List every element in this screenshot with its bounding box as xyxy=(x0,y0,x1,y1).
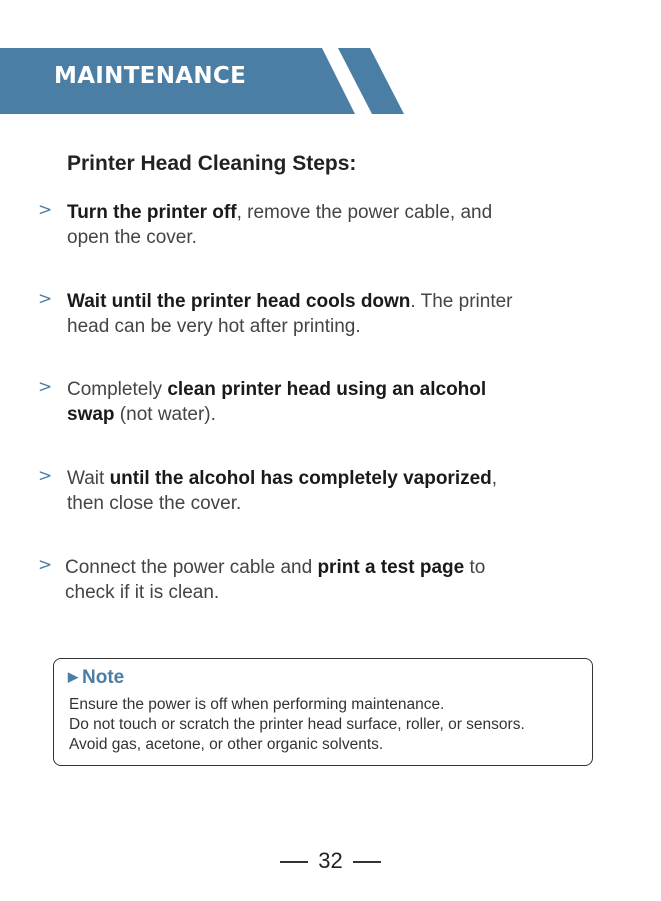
page-footer xyxy=(0,848,661,874)
chevron-right-icon: > xyxy=(38,555,53,575)
note-title: ▶ Note xyxy=(68,667,125,688)
steps-heading: Printer Head Cleaning Steps: xyxy=(67,152,357,175)
divider xyxy=(280,861,308,863)
step-text: Turn the printer off, remove the power cable, and open the cover. xyxy=(67,202,493,248)
step-text: Wait until the printer head cools down. The printer head can be very hot after printing. xyxy=(67,291,513,337)
step-text: Completely clean printer head using an alcohol swap (not water). xyxy=(67,379,487,425)
section-title: MAINTENANCE xyxy=(54,63,247,89)
chevron-right-icon: > xyxy=(38,466,53,486)
page-number: 32 xyxy=(318,848,343,873)
note-box xyxy=(53,658,593,766)
divider xyxy=(353,861,381,863)
step-text: Wait until the alcohol has completely vaporized, then close the cover. xyxy=(67,468,498,514)
note-line: Do not touch or scratch the printer head surface, roller, or sensors. xyxy=(69,716,525,733)
play-triangle-icon: ▶ xyxy=(68,669,78,684)
step-text: Connect the power cable and print a test page to check if it is clean. xyxy=(65,557,486,603)
chevron-right-icon: > xyxy=(38,289,53,309)
note-line: Avoid gas, acetone, or other organic solvents. xyxy=(69,736,384,753)
chevron-right-icon: > xyxy=(38,377,53,397)
chevron-right-icon: > xyxy=(38,200,53,220)
note-line: Ensure the power is off when performing maintenance. xyxy=(69,696,445,713)
